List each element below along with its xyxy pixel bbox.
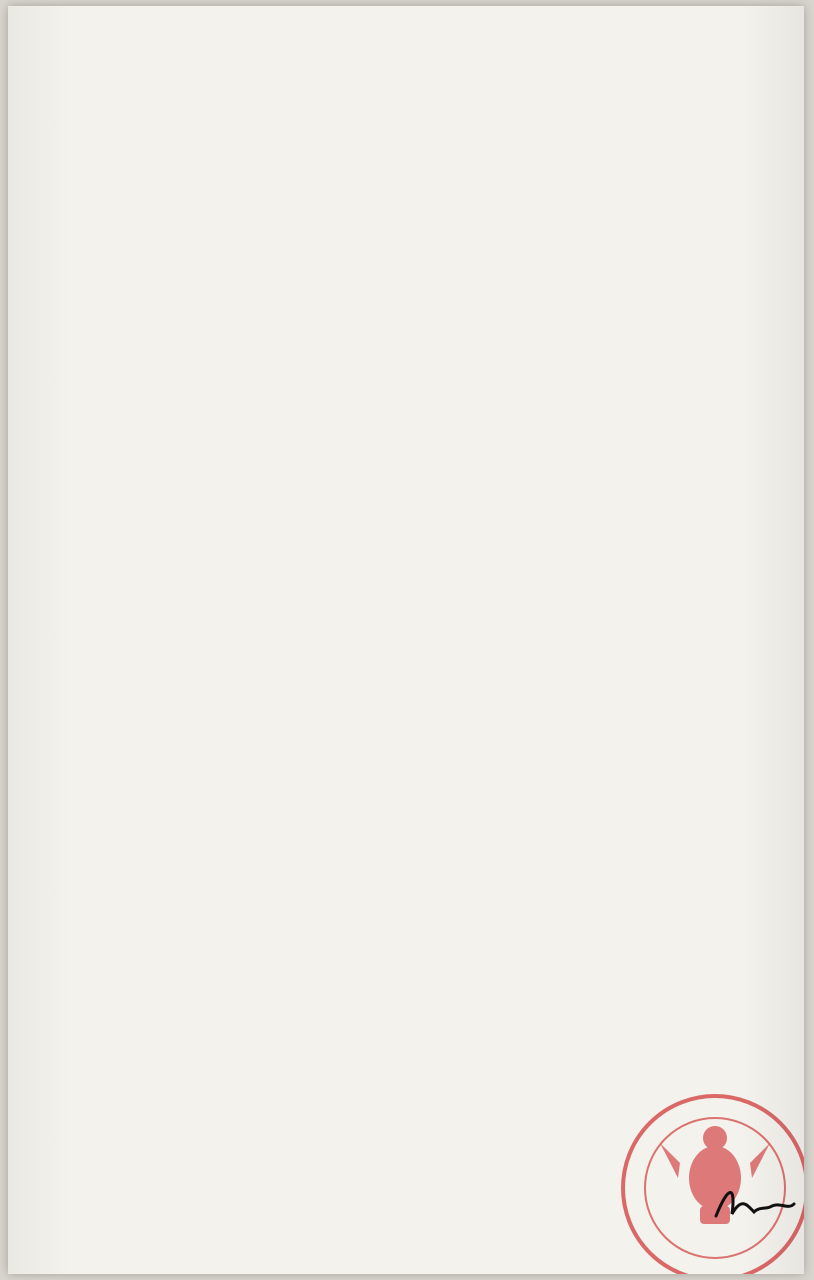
- official-seal: [620, 1038, 804, 1274]
- document-page: [8, 6, 804, 1274]
- handwritten-signature: [708, 1176, 798, 1236]
